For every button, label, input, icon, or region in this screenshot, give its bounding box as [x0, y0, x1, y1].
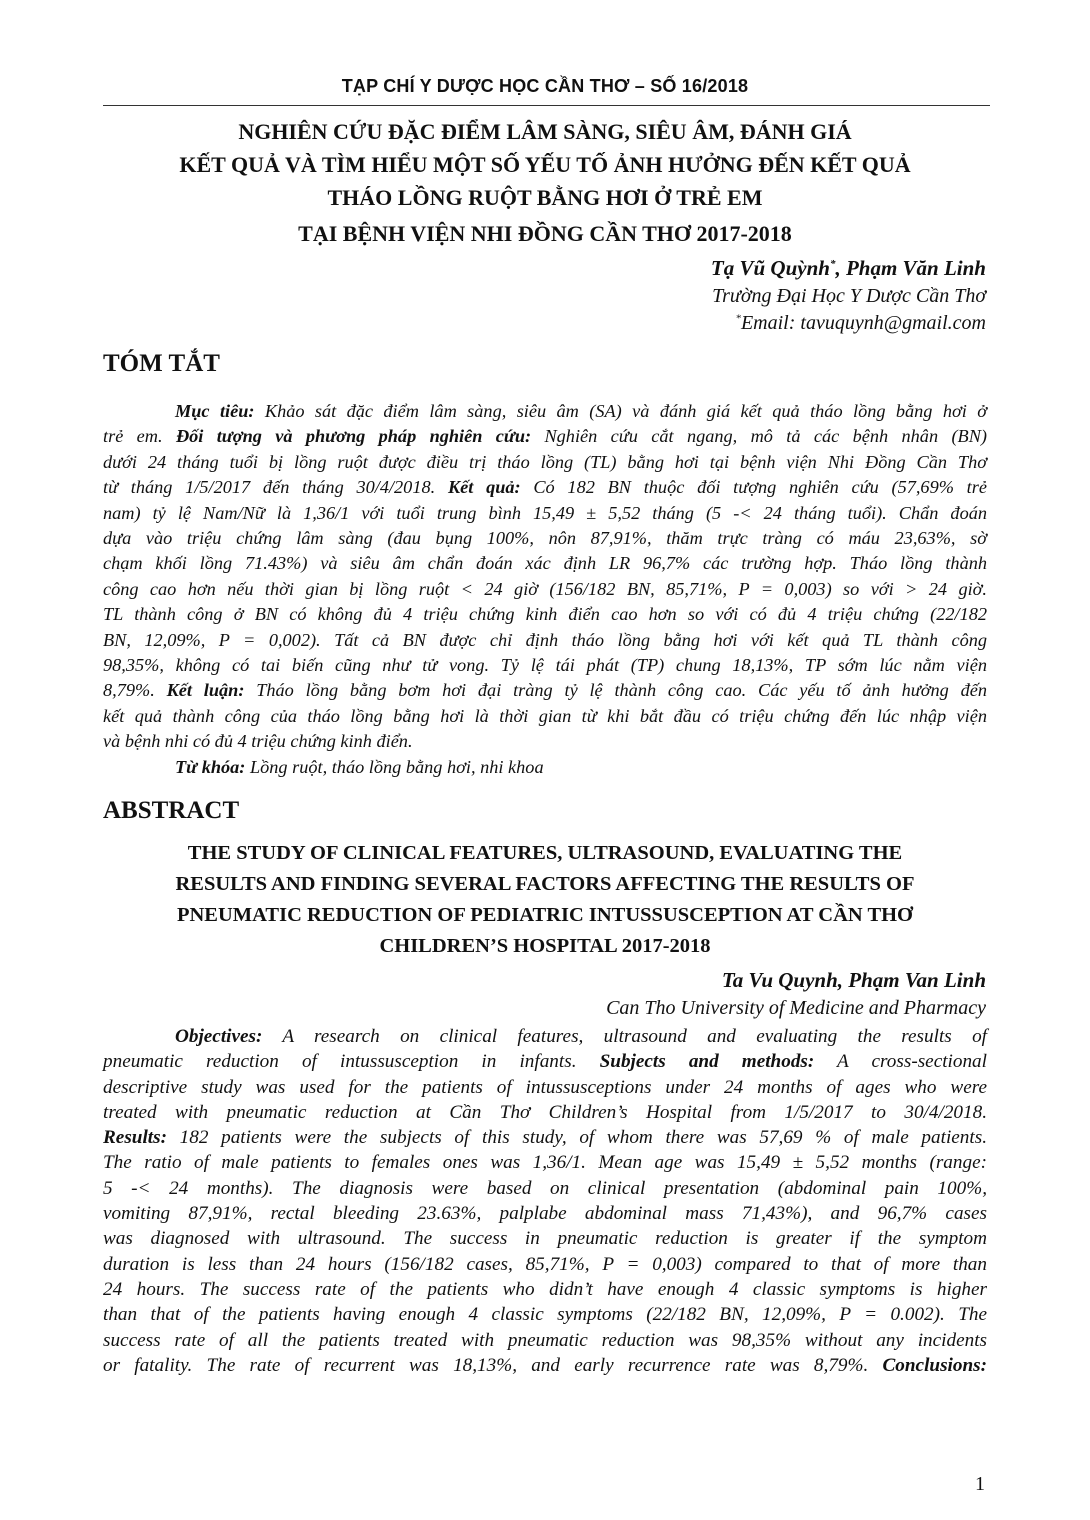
page-number: 1: [975, 1473, 985, 1495]
en-affiliation: Can Tho University of Medicine and Pharmacy: [606, 997, 986, 1019]
text-segment: was diagnosed with ultrasound. The success in pneumatic reduction is greater if the symptom: [103, 1228, 987, 1250]
text-line: [103, 602, 987, 627]
text-segment: vomiting 87,91%, rectal bleeding 23.63%, palplabe abdominal mass 71,43%), and 96,7% cases: [103, 1203, 987, 1225]
text-line: [103, 1226, 987, 1251]
text-line: [103, 526, 987, 551]
text-segment: chạm khối lồng 71.43%) và siêu âm chẩn đoán xác định LR 96,7% các trường hợp. Tháo lồng thành: [103, 553, 987, 574]
text-line: [103, 399, 987, 424]
bold-label: Mục tiêu:: [175, 401, 255, 421]
text-line: [103, 1353, 987, 1378]
bold-label: Conclusions:: [882, 1354, 987, 1376]
text-segment: dưới 24 tháng tuổi bị lồng ruột được điều trị tháo lồng (TL) bằng hơi tại bệnh viện Nhi Đồng Cần Thơ: [103, 451, 987, 472]
text-segment: than that of the patients having enough 4 classic symptoms (22/182 BN, 12,09%, P = 0.002). The: [103, 1304, 987, 1326]
title-line: RESULTS AND FINDING SEVERAL FACTORS AFFECTING THE RESULTS OF: [175, 873, 915, 895]
bold-label: Kết luận:: [166, 680, 245, 701]
text-line: [103, 1150, 987, 1175]
text-segment: treated with pneumatic reduction at Cần Thơ Children’s Hospital from 1/5/2017 to 30/4/2018.: [103, 1101, 987, 1123]
text-segment: 182 patients were the subjects of this study, of whom there was 57,69 % of male patients.: [166, 1127, 987, 1149]
text-segment: Khảo sát đặc điểm lâm sàng, siêu âm (SA) và đánh giá kết quả tháo lồng bằng hơi ở: [254, 401, 987, 421]
text-line: [103, 1125, 987, 1150]
text-line: [103, 1277, 987, 1302]
text-segment: BN, 12,09%, P = 0,002). Tất cả BN được chỉ định tháo lồng bằng hơi với kết quả TL thành công: [103, 629, 987, 650]
text-line: [103, 628, 987, 653]
title-line: THÁO LỒNG RUỘT BẰNG HƠI Ở TRẺ EM: [327, 185, 763, 210]
text-segment: The ratio of male patients to females ones was 1,36/1. Mean age was 15,49 ± 5,52 months (range:: [103, 1152, 987, 1174]
text-line: [103, 1201, 987, 1226]
text-segment: A research on clinical features, ultrasound and evaluating the results of: [262, 1026, 987, 1047]
en-authors: Ta Vu Quynh, Phạm Van Linh: [721, 968, 986, 992]
text-line: [103, 1302, 987, 1327]
text-segment: 8,79%.: [103, 680, 167, 701]
text-line: [103, 1049, 987, 1074]
text-segment: từ tháng 1/5/2017 đến tháng 30/4/2018.: [103, 477, 448, 498]
bold-label: Kết quả:: [447, 477, 521, 498]
text-segment: Có 182 BN thuộc đối tượng nghiên cứu (57,69% trẻ: [520, 477, 987, 498]
text-segment: công cao hơn nếu thời gian bị lồng ruột < 24 giờ (156/182 BN, 85,71%, P = 0,003) so với > 24 giờ.: [103, 578, 987, 599]
text-segment: descriptive study was used for the patients of intussusceptions under 24 months of ages who were: [103, 1076, 987, 1098]
text-segment: và bệnh nhi có đủ 4 triệu chứng kinh điển.: [103, 731, 413, 752]
text-segment: 98,35%, không có tai biến cũng như tử vong. Tỷ lệ tái phát (TP) chung 18,13%, TP sớm lúc nằm viện: [103, 654, 987, 675]
email-mark: *: [735, 312, 741, 325]
title-line: TẠI BỆNH VIỆN NHI ĐỒNG CẦN THƠ 2017-2018: [298, 221, 792, 246]
text-line: [103, 729, 987, 754]
text-line: [103, 1075, 987, 1100]
text-line: [103, 501, 987, 526]
text-segment: trẻ em.: [103, 426, 176, 447]
corresponding-mark: *: [829, 258, 836, 270]
text-segment: nam) tỷ lệ Nam/Nữ là 1,36/1 với tuổi trung bình 15,49 ± 5,52 tháng (5 -< 24 tháng tuổi). Chẩn đoán: [103, 502, 987, 523]
text-segment: 24 hours. The success rate of the patients who didn’t have enough 4 classic symptoms is higher: [103, 1278, 987, 1300]
text-line: [103, 704, 987, 729]
keywords-line: [103, 755, 987, 780]
vi-abstract-heading: TÓM TẮT: [103, 350, 220, 377]
text-line: [103, 1176, 987, 1201]
bold-label: Đối tượng và phương pháp nghiên cứu:: [175, 426, 532, 447]
bold-label: Subjects and methods:: [599, 1051, 815, 1073]
text-line: [103, 1328, 987, 1353]
text-segment: TL thành công ở BN có không đủ 4 triệu chứng kinh điển cao hơn so với có đủ 4 triệu chứng (22/182: [103, 604, 987, 625]
text-segment: 5 -< 24 months). The diagnosis were based on clinical presentation (abdominal pain 100%,: [103, 1177, 987, 1199]
text-line: [103, 475, 987, 500]
text-line: [103, 450, 987, 475]
author-1: Tạ Vũ Quỳnh: [710, 256, 830, 280]
vi-affiliation: Trường Đại Học Y Dược Cần Thơ: [712, 285, 986, 307]
title-line: KẾT QUẢ VÀ TÌM HIỂU MỘT SỐ YẾU TỐ ẢNH HƯỞNG ĐẾN KẾT QUẢ: [179, 152, 911, 177]
text-segment: dựa vào triệu chứng lâm sàng (đau bụng 100%, nôn 87,91%, thăm trực tràng có máu 23,63%, sờ: [103, 527, 987, 548]
author-2: , Phạm Văn Linh: [835, 256, 986, 280]
text-segment: pneumatic reduction of intussusception in infants.: [103, 1051, 600, 1073]
text-segment: duration is less than 24 hours (156/182 cases, 85,71%, P = 0,003) compared to that of more than: [103, 1253, 987, 1275]
text-segment: A cross-sectional: [814, 1051, 987, 1073]
vi-authors: [711, 256, 986, 281]
bold-label: Objectives:: [175, 1026, 263, 1047]
vietnamese-title: [0, 115, 1090, 250]
text-line: [103, 577, 987, 602]
english-title: [0, 838, 1090, 962]
bold-label: Results:: [103, 1127, 167, 1149]
title-line: NGHIÊN CỨU ĐẶC ĐIỂM LÂM SÀNG, SIÊU ÂM, ĐÁNH GIÁ: [238, 119, 852, 144]
text-segment: Lồng ruột, tháo lồng bằng hơi, nhi khoa: [245, 757, 544, 777]
text-line: [103, 1100, 987, 1125]
text-line: [103, 678, 987, 703]
text-line: [103, 424, 987, 449]
text-line: [103, 653, 987, 678]
en-abstract: [103, 1024, 987, 1378]
title-line: CHILDREN’S HOSPITAL 2017-2018: [379, 935, 711, 957]
vi-abstract: [103, 399, 987, 754]
title-line: THE STUDY OF CLINICAL FEATURES, ULTRASOUND, EVALUATING THE: [187, 842, 903, 864]
text-segment: Nghiên cứu cắt ngang, mô tả các bệnh nhân (BN): [531, 426, 987, 447]
text-line: [103, 1024, 987, 1049]
text-line: [103, 551, 987, 576]
text-line: [103, 1252, 987, 1277]
text-segment: or fatality. The rate of recurrent was 18,13%, and early recurrence rate was 8,79%.: [103, 1354, 883, 1376]
vi-keywords: [103, 755, 987, 780]
text-segment: kết quả thành công của tháo lồng bằng hơi là thời gian từ khi bắt đầu có triệu chứng đến lúc nhập viện: [103, 705, 987, 726]
journal-header: TẠP CHÍ Y DƯỢC HỌC CẦN THƠ – SỐ 16/2018: [341, 76, 749, 96]
en-abstract-heading: ABSTRACT: [103, 797, 240, 824]
text-segment: Tháo lồng bằng bơm hơi đại tràng tỷ lệ thành công cao. Các yếu tố ảnh hưởng đến: [244, 680, 987, 701]
email-text: Email: tavuquynh@gmail.com: [740, 312, 986, 334]
header-rule: [103, 105, 990, 106]
vi-email: [735, 312, 986, 335]
bold-label: Từ khóa:: [175, 757, 246, 777]
text-segment: success rate of all the patients treated with pneumatic reduction was 98,35% without any incidents: [103, 1329, 987, 1351]
title-line: PNEUMATIC REDUCTION OF PEDIATRIC INTUSSUSCEPTION AT CẦN THƠ: [176, 904, 914, 926]
